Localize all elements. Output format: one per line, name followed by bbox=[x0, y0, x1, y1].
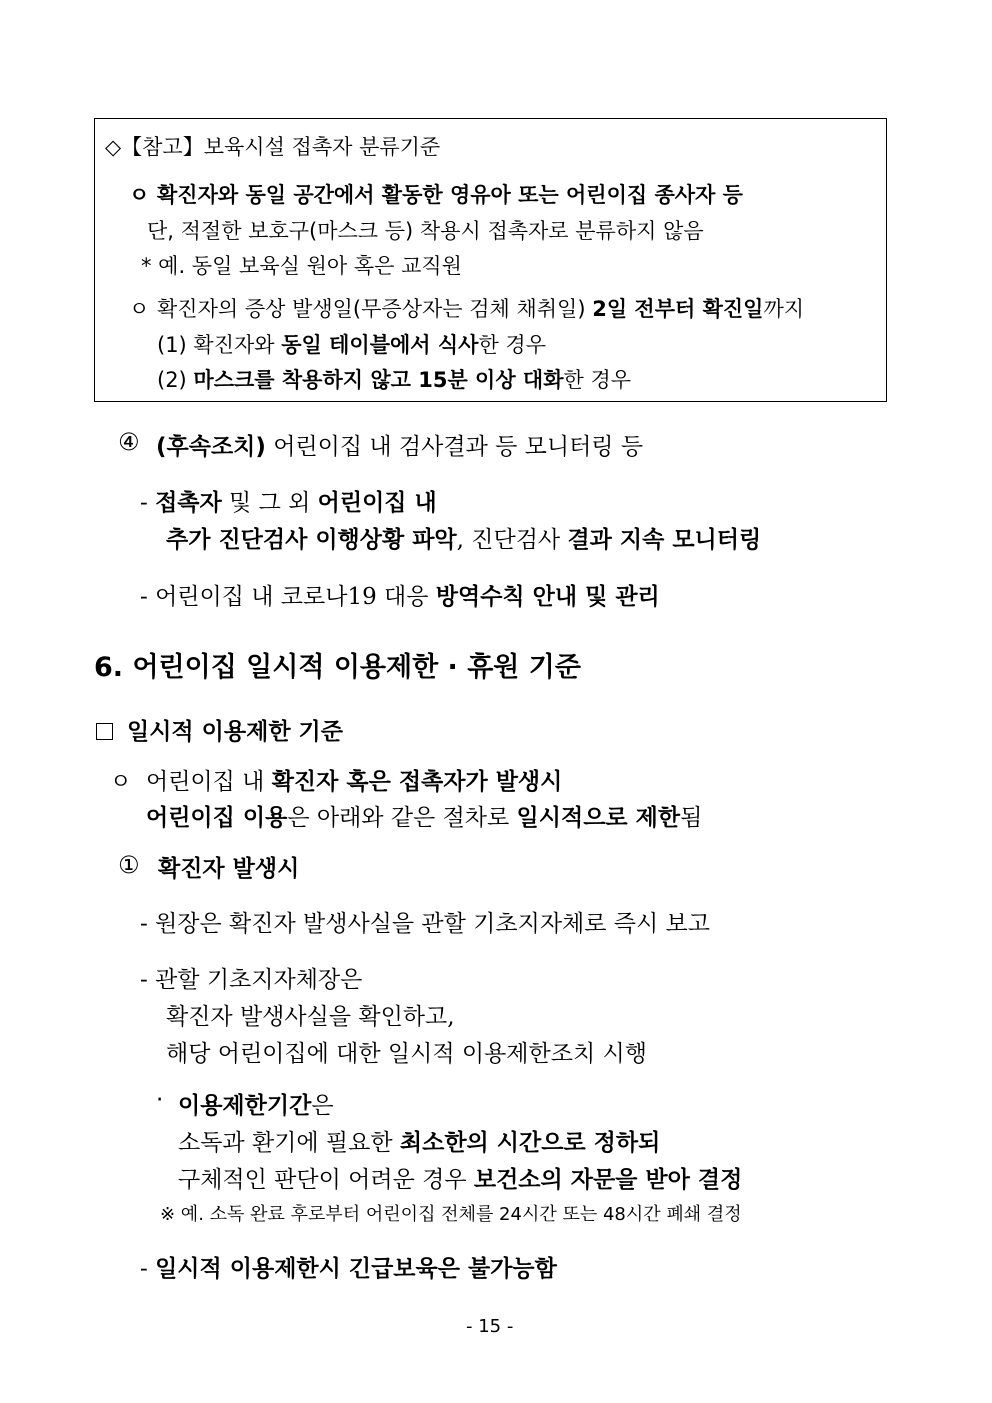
reference-box-title: ◇【참고】보육시설 접촉자 분류기준 bbox=[105, 135, 441, 159]
dash-3-marker: - bbox=[140, 1256, 156, 1282]
followup-title-rest: 어린이집 내 검사결과 등 모니터링 등 bbox=[265, 434, 644, 460]
sub-1-number: (1) bbox=[157, 333, 194, 357]
reference-item-1-example: * 예. 동일 보육실 원아 혹은 교직원 bbox=[141, 254, 462, 278]
step-1-title: 확진자 발생시 bbox=[158, 855, 300, 882]
dot-line-1 bbox=[178, 1087, 334, 1120]
line-2-emphasis-b: 일시적으로 제한 bbox=[516, 804, 681, 831]
dot-line-3-emphasis: 보건소의 자문을 받아 결정 bbox=[473, 1166, 743, 1193]
checkbox-square-icon bbox=[96, 723, 113, 740]
dash-1-emphasis-a: 접촉자 bbox=[155, 489, 222, 516]
reference-item-2-text-a: 확진자의 증상 발생일(무증상자는 검체 채취일) bbox=[157, 297, 593, 321]
dash-1-line-2-emphasis-b: 결과 지속 모니터링 bbox=[567, 526, 762, 553]
dot-line-2-emphasis: 최소한의 시간으로 정하되 bbox=[399, 1129, 661, 1156]
sub-2-text-emphasis: 마스크를 착용하지 않고 15분 이상 대화 bbox=[193, 368, 564, 392]
reference-item-2-sub-2 bbox=[157, 364, 631, 394]
reference-item-2-text-emphasis: 2일 전부터 확진일 bbox=[592, 297, 764, 321]
section-6-subheading bbox=[96, 713, 343, 746]
section-6-line-2 bbox=[146, 799, 702, 832]
dot-line-3 bbox=[178, 1161, 742, 1194]
step-1-dash-3 bbox=[140, 1250, 557, 1283]
sub-2-text-c: 한 경우 bbox=[563, 368, 632, 392]
line-2-text: 은 아래와 같은 절차로 bbox=[287, 805, 517, 831]
section-6-line-1 bbox=[146, 763, 562, 796]
reference-item-2-text-c: 까지 bbox=[763, 297, 805, 321]
page-number: - 15 - bbox=[466, 1316, 514, 1337]
dot-marker: · bbox=[156, 1087, 164, 1113]
sub-1-text-emphasis: 동일 테이블에서 식사 bbox=[281, 333, 479, 357]
followup-dash-2 bbox=[140, 578, 660, 611]
followup-title bbox=[156, 428, 643, 461]
dot-line-1-emphasis: 이용제한기간 bbox=[178, 1092, 312, 1119]
dot-line-1-text: 은 bbox=[311, 1093, 334, 1119]
section-6-heading: 6. 어린이집 일시적 이용제한 · 휴원 기준 bbox=[94, 652, 581, 683]
reference-item-1-bullet: ㅇ bbox=[129, 183, 150, 207]
line-2-emphasis-a: 어린이집 이용 bbox=[146, 804, 288, 831]
reference-item-2-text bbox=[157, 293, 804, 323]
followup-title-emphasis: (후속조치) bbox=[156, 434, 266, 460]
sub-2-number: (2) bbox=[157, 368, 194, 392]
sub-1-text-a: 확진자와 bbox=[193, 333, 282, 357]
followup-dash-1-line-2 bbox=[166, 521, 761, 554]
step-1-dash-1: - 원장은 확진자 발생사실을 관할 기초지자체로 즉시 보고 bbox=[140, 911, 710, 937]
dash-1-text: 및 그 외 bbox=[221, 490, 318, 516]
reference-box bbox=[94, 118, 887, 402]
sub-1-text-c: 한 경우 bbox=[478, 333, 546, 357]
example-note: ※ 예. 소독 완료 후로부터 어린이집 전체를 24시간 또는 48시간 폐쇄 결정 bbox=[160, 1204, 742, 1225]
followup-marker: ④ bbox=[118, 428, 140, 456]
line-1-emphasis: 확진자 혹은 접촉자가 발생시 bbox=[271, 768, 563, 795]
line-1-text: 어린이집 내 bbox=[146, 769, 272, 795]
dot-line-3-text: 구체적인 판단이 어려운 경우 bbox=[178, 1167, 474, 1193]
reference-item-1-note: 단, 적절한 보호구(마스크 등) 착용시 접촉자로 분류하지 않음 bbox=[147, 219, 704, 243]
dash-1-line-2-emphasis-a: 추가 진단검사 이행상황 파악 bbox=[166, 526, 457, 553]
dash-2-text: - 어린이집 내 코로나19 대응 bbox=[140, 584, 436, 610]
dash-marker: - bbox=[140, 490, 156, 516]
step-1-dash-2-line-3: 해당 어린이집에 대한 일시적 이용제한조치 시행 bbox=[166, 1041, 647, 1067]
reference-item-1-text: 확진자와 동일 공간에서 활동한 영유아 또는 어린이집 종사자 등 bbox=[157, 183, 743, 207]
line-2-text-end: 됨 bbox=[680, 805, 703, 831]
step-1-marker: ① bbox=[118, 851, 140, 879]
dash-1-emphasis-b: 어린이집 내 bbox=[317, 489, 437, 516]
followup-dash-1-line-1 bbox=[140, 484, 437, 517]
reference-item-2-sub-1 bbox=[157, 329, 546, 359]
step-1-dash-2-line-2: 확진자 발생사실을 확인하고, bbox=[166, 1004, 455, 1030]
section-6-bullet: ㅇ bbox=[110, 770, 132, 795]
dash-1-line-2-text: , 진단검사 bbox=[456, 527, 568, 553]
dot-line-2-text: 소독과 환기에 필요한 bbox=[178, 1130, 400, 1156]
dot-line-2 bbox=[178, 1124, 660, 1157]
step-1-dash-2-line-1: - 관할 기초지자체장은 bbox=[140, 967, 363, 993]
reference-item-2-bullet: ㅇ bbox=[129, 297, 150, 321]
dash-3-emphasis: 일시적 이용제한시 긴급보육은 불가능함 bbox=[155, 1255, 557, 1282]
subheading-text: 일시적 이용제한 기준 bbox=[127, 718, 343, 745]
dash-2-emphasis: 방역수칙 안내 및 관리 bbox=[435, 583, 660, 610]
